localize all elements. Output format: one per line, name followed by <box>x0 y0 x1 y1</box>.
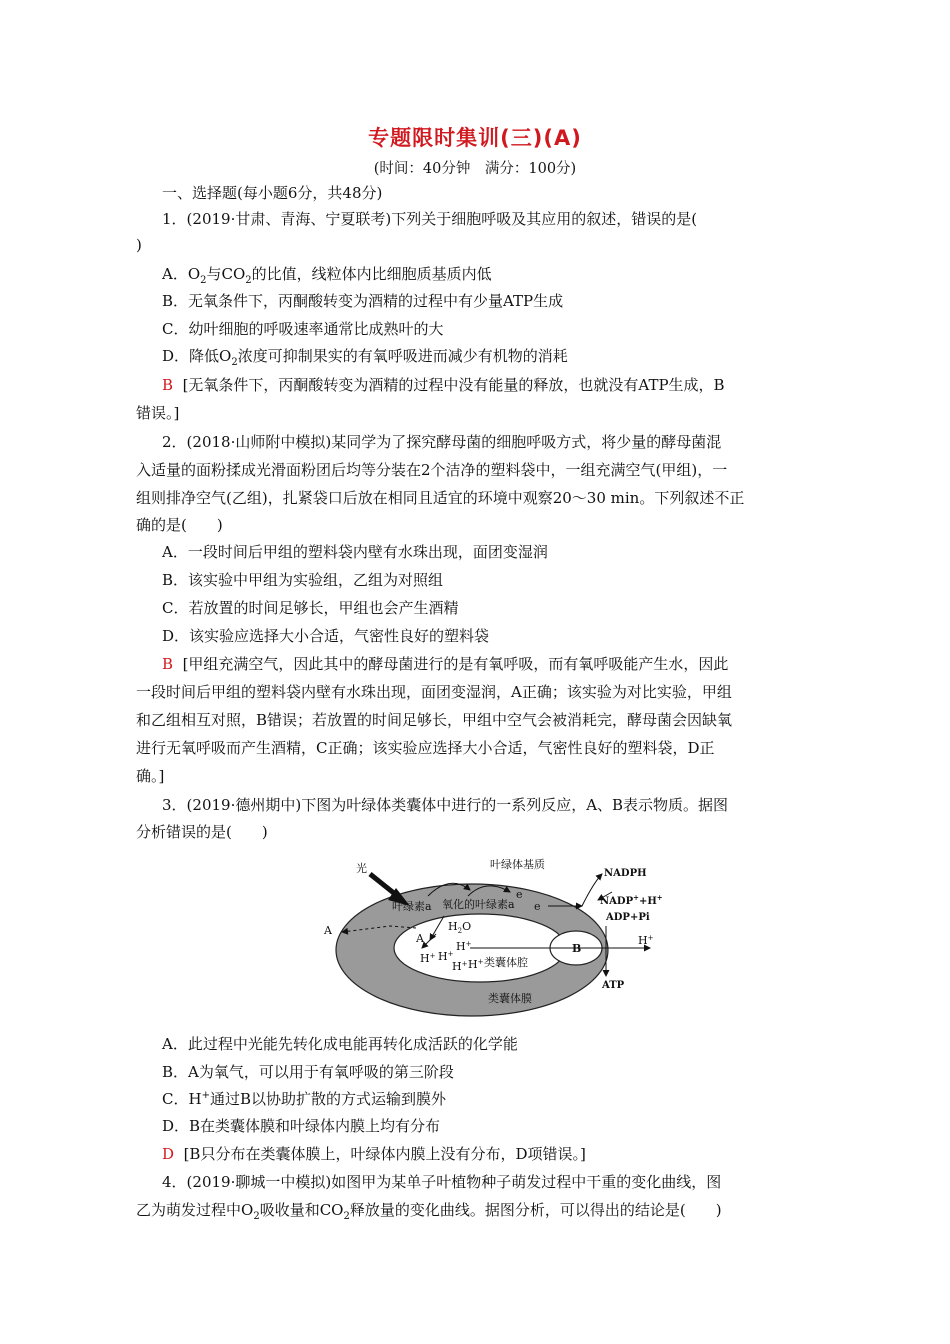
section-heading: 一、选择题(每小题6分，共48分) <box>162 184 383 202</box>
fig-light-label: 光 <box>356 862 367 875</box>
q1-stem-line1: 1．(2019·甘肃、青海、宁夏联考)下列关于细胞呼吸及其应用的叙述，错误的是( <box>162 210 698 228</box>
fig-a-inner-label: A <box>416 932 424 945</box>
q1-option-b: B．无氧条件下，丙酮酸转变为酒精的过程中有少量ATP生成 <box>162 292 564 310</box>
q2-stem-line2: 入适量的面粉揉成光滑面粉团后均等分装在2个洁净的塑料袋中，一组充满空气(甲组)，一 <box>136 461 728 479</box>
q2-stem-line4: 确的是( ) <box>136 516 223 534</box>
q3-stem-line2: 分析错误的是( ) <box>136 823 268 841</box>
q2-answer-line5: 确。] <box>136 767 165 785</box>
q4-stem-line1: 4．(2019·聊城一中模拟)如图甲为某单子叶植物种子萌发过程中干重的变化曲线，图 <box>162 1173 722 1191</box>
q3-stem-line1: 3．(2019·德州期中)下图为叶绿体类囊体中进行的一系列反应，A、B表示物质。据图 <box>162 796 729 814</box>
fig-oxchla-label: 氧化的叶绿素a <box>442 898 515 911</box>
fig-electron-label: e <box>516 888 523 901</box>
q2-answer-line1: B [甲组充满空气，因此其中的酵母菌进行的是有氧呼吸，而有氧呼吸能产生水，因此 <box>162 655 729 673</box>
page-title: 专题限时集训(三)(A) <box>368 126 582 150</box>
q3-option-d: D．B在类囊体膜和叶绿体内膜上均有分布 <box>162 1117 441 1135</box>
q3-answer-line: D [B只分布在类囊体膜上，叶绿体内膜上没有分布，D项错误。] <box>162 1145 586 1163</box>
fig-h-plus-1: H+ <box>456 940 472 953</box>
q2-option-d: D．该实验应选择大小合适，气密性良好的塑料袋 <box>162 627 490 645</box>
fig-stroma-label: 叶绿体基质 <box>490 858 545 871</box>
fig-chla-label: 叶绿素a <box>392 900 432 913</box>
fig-a-outer-label: A <box>324 924 332 937</box>
q1-option-d: D．降低$O_2$浓度可抑制果实的有氧呼吸进而减少有机物的消耗 <box>162 347 568 368</box>
q2-answer: B <box>162 655 174 673</box>
fig-electron-label-2: e <box>534 900 541 913</box>
fig-nadp-label: NADP++H+ <box>600 893 663 907</box>
q1-answer-line1: B [无氧条件下，丙酮酸转变为酒精的过程中没有能量的释放，也就没有ATP生成，B <box>162 376 725 394</box>
q2-answer-line2: 一段时间后甲组的塑料袋内壁有水珠出现，面团变湿润，A正确；该实验为对比实验，甲组 <box>136 683 732 701</box>
fig-b-label: B <box>572 942 582 955</box>
q2-option-c: C．若放置的时间足够长，甲组也会产生酒精 <box>162 599 459 617</box>
fig-h-plus-3: H+ <box>438 950 454 963</box>
fig-h-plus-2: H+ <box>420 952 436 965</box>
q1-option-a: A．$O_2$与$CO_2$的比值，线粒体内比细胞质基质内低 <box>162 265 492 286</box>
fig-h-plus-4: H+ <box>452 960 468 973</box>
exam-info: (时间：40分钟 满分：100分) <box>373 161 577 177</box>
q3-option-b: B．A为氧气，可以用于有氧呼吸的第三阶段 <box>162 1063 454 1081</box>
q2-stem-line3: 组则排净空气(乙组)，扎紧袋口后放在相同且适宜的环境中观察20～30 min。下列叙述不正 <box>136 489 745 507</box>
q1-stem-line2: ) <box>136 236 142 254</box>
fig-lumen-label: 类囊体腔 <box>484 956 528 969</box>
q1-answer-line2: 错误。] <box>136 404 180 422</box>
q2-answer-line4: 进行无氧呼吸而产生酒精，C正确；该实验应选择大小合适，气密性良好的塑料袋，D正 <box>136 739 715 757</box>
q3-answer: D <box>162 1145 175 1163</box>
q2-option-a: A．一段时间后甲组的塑料袋内壁有水珠出现，面团变湿润 <box>162 543 548 561</box>
q3-option-a: A．此过程中光能先转化成电能再转化成活跃的化学能 <box>162 1035 518 1053</box>
q2-stem-line1: 2．(2018·山师附中模拟)某同学为了探究酵母菌的细胞呼吸方式，将少量的酵母菌混 <box>162 433 722 451</box>
fig-nadph-label: NADPH <box>604 868 647 879</box>
fig-atp-label: ATP <box>602 980 625 991</box>
fig-h2o-label: $H_2O$ <box>448 920 472 935</box>
q2-answer-line3: 和乙组相互对照，B错误；若放置的时间足够长，甲组中空气会被消耗完，酵母菌会因缺氧 <box>136 711 733 729</box>
q4-stem-line2: 乙为萌发过程中$O_2$吸收量和$CO_2$释放量的变化曲线。据图分析，可以得出的结论是( ) <box>136 1201 722 1222</box>
q1-option-c: C．幼叶细胞的呼吸速率通常比成熟叶的大 <box>162 320 444 338</box>
fig-h-plus-5: H+ <box>468 958 484 971</box>
q1-answer: B <box>162 376 174 394</box>
fig-membrane-label: 类囊体膜 <box>488 992 532 1005</box>
q2-option-b: B．该实验中甲组为实验组，乙组为对照组 <box>162 571 444 589</box>
thylakoid-diagram <box>320 852 663 1024</box>
q3-option-c: C．H+通过B以协助扩散的方式运输到膜外 <box>162 1090 446 1108</box>
fig-h-plus-out: H+ <box>638 934 654 947</box>
fig-adp-label: ADP+Pi <box>606 912 650 923</box>
